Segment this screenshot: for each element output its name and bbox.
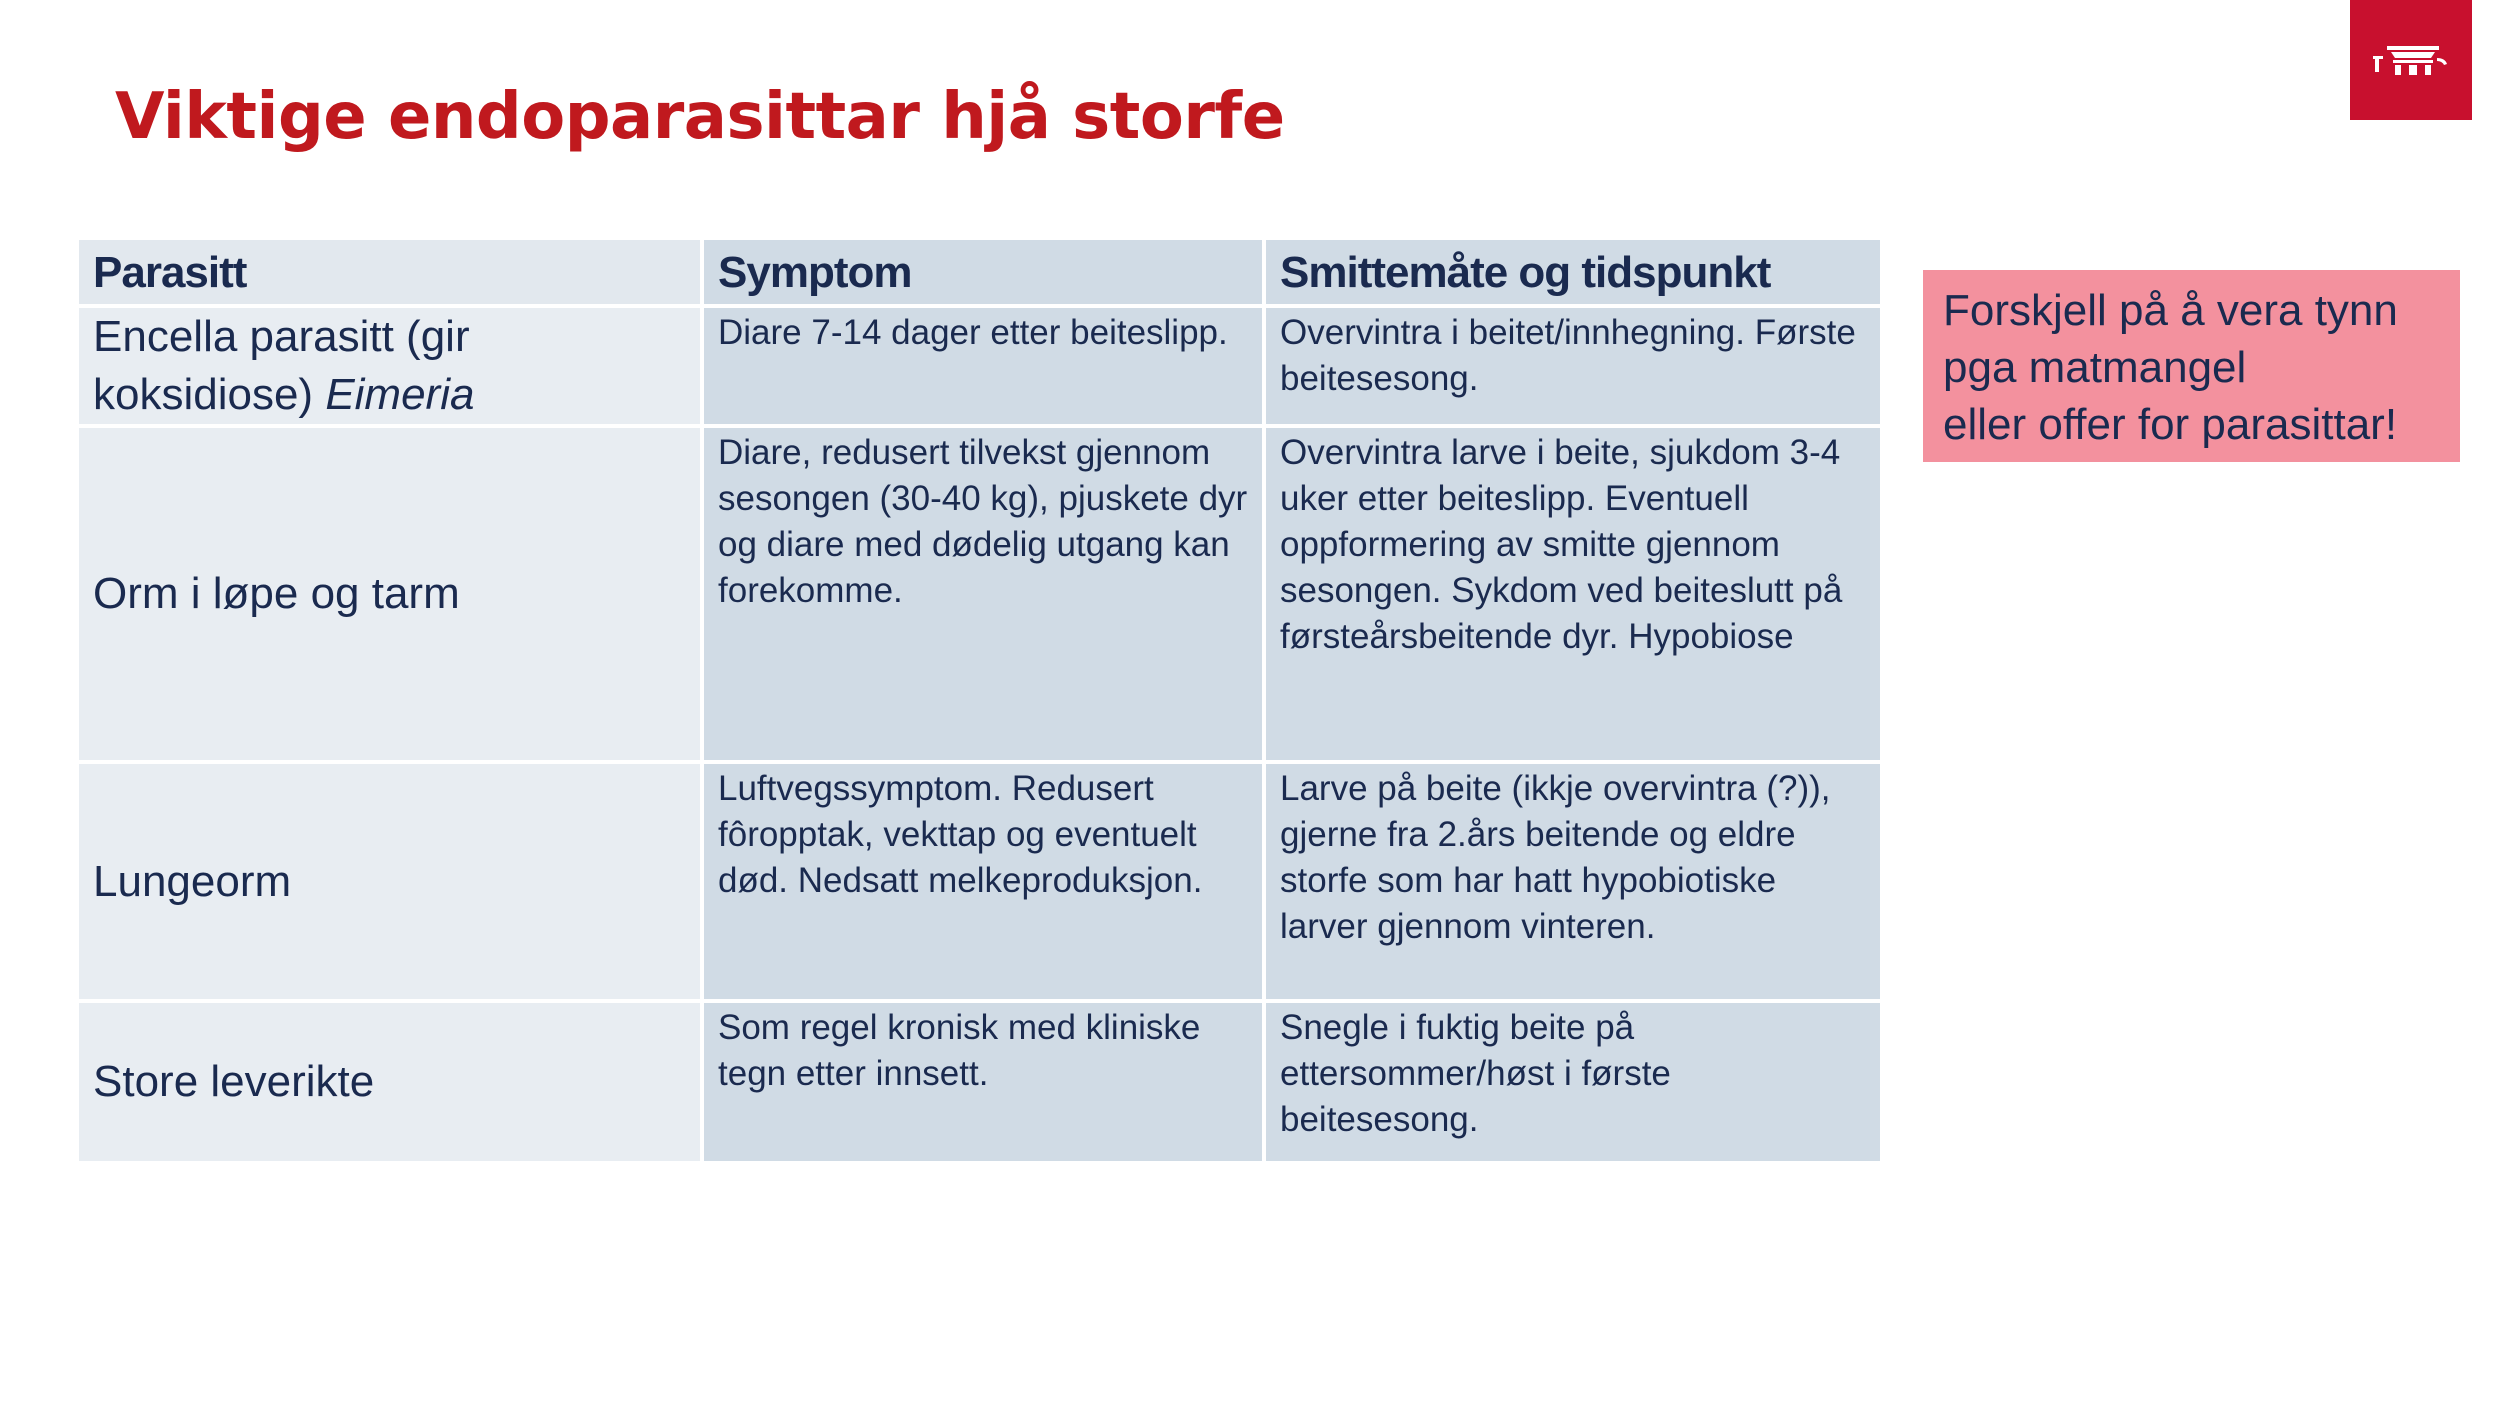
parasite-cell bbox=[77, 306, 702, 426]
parasite-name: Encella parasitt (gir koksidiose) bbox=[93, 312, 470, 419]
header-symptom: Symptom bbox=[702, 238, 1264, 306]
parasite-cell: Lungeorm bbox=[77, 762, 702, 1001]
transmission-cell: Larve på beite (ikkje overvintra (?)), gjerne fra 2.års beitende og eldre storfe som har hatt hypobiotiske larver gjennom vinteren. bbox=[1264, 762, 1882, 1001]
symptom-cell: Diare 7-14 dager etter beiteslipp. bbox=[702, 306, 1264, 426]
transmission-cell: Overvintra i beitet/innhegning. Første beitesesong. bbox=[1264, 306, 1882, 426]
note-line: eller offer for parasittar! bbox=[1943, 400, 2398, 449]
table-row bbox=[77, 762, 1882, 1001]
parasite-cell: Orm i løpe og tarm bbox=[77, 426, 702, 762]
header-transmission: Smittemåte og tidspunkt bbox=[1264, 238, 1882, 306]
table-row bbox=[77, 426, 1882, 762]
transmission-cell: Snegle i fuktig beite på ettersommer/høst i første beitesesong. bbox=[1264, 1001, 1882, 1163]
parasite-cell: Store leverikte bbox=[77, 1001, 702, 1163]
note-line: pga matmangel bbox=[1943, 343, 2247, 392]
symptom-cell: Luftvegssymptom. Redusert fôropptak, vekttap og eventuelt død. Nedsatt melkeproduksjon. bbox=[702, 762, 1264, 1001]
note-callout bbox=[1923, 270, 2460, 462]
university-logo-icon bbox=[2373, 40, 2449, 80]
parasite-genus: Eimeria bbox=[325, 370, 475, 419]
table-row bbox=[77, 306, 1882, 426]
note-line: Forskjell på å vera tynn bbox=[1943, 286, 2398, 335]
transmission-cell: Overvintra larve i beite, sjukdom 3-4 uker etter beiteslipp. Eventuell oppformering av smitte gjennom sesongen. Sykdom ved beiteslutt på førsteårsbeitende dyr. Hypobiose bbox=[1264, 426, 1882, 762]
symptom-cell: Som regel kronisk med kliniske tegn etter innsett. bbox=[702, 1001, 1264, 1163]
header-parasite: Parasitt bbox=[77, 238, 702, 306]
table-row bbox=[77, 1001, 1882, 1163]
page-title: Viktige endoparasittar hjå storfe bbox=[115, 80, 1285, 154]
university-logo bbox=[2350, 0, 2472, 120]
symptom-cell: Diare, redusert tilvekst gjennom sesongen (30-40 kg), pjuskete dyr og diare med dødelig utgang kan forekomme. bbox=[702, 426, 1264, 762]
table-header-row bbox=[77, 238, 1882, 306]
parasite-table bbox=[75, 236, 1884, 1165]
